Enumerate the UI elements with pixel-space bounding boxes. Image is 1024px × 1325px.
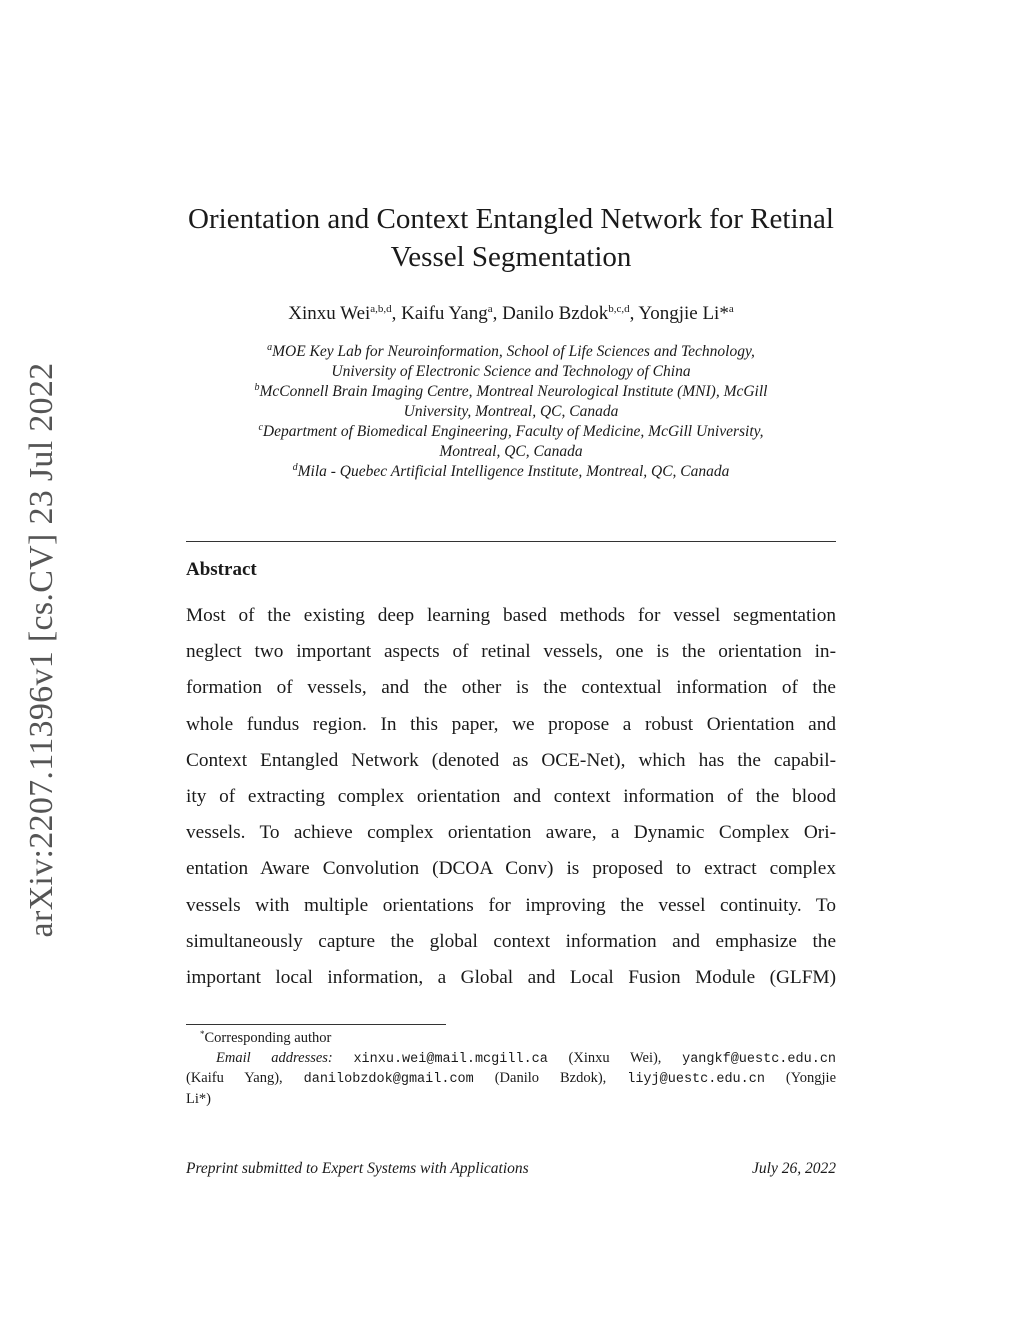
affiliation-b-cont: University, Montreal, QC, Canada (403, 403, 619, 420)
affiliation-b (196, 382, 826, 402)
email-label: Email addresses: (216, 1049, 333, 1066)
footnote-rule (186, 1024, 446, 1025)
affiliation-c-cont: Montreal, QC, Canada (439, 443, 583, 460)
email-address[interactable]: danilobzdok@gmail.com (303, 1072, 474, 1087)
abstract-line: vessels with multiple orientations for improving the vessel continuity. To (186, 894, 836, 916)
corresponding-author-text: Corresponding author (204, 1030, 332, 1046)
affil-sup: b (254, 382, 260, 393)
author-separator: , (492, 303, 503, 324)
affiliation-a-cont: University of Electronic Science and Technology of China (331, 363, 691, 380)
paper-title (186, 200, 836, 276)
abstract-body (186, 598, 836, 996)
author-name: Yongjie Li* (638, 303, 729, 324)
email-owner: (Yongjie (785, 1070, 837, 1086)
email-address[interactable]: liyj@uestc.edu.cn (627, 1072, 765, 1087)
email-address[interactable]: yangkf@uestc.edu.cn (682, 1051, 837, 1067)
affil-text: Department of Biomedical Engineering, Faculty of Medicine, McGill University, (262, 423, 764, 440)
author-separator: , (391, 303, 402, 324)
abstract-line: Context Entangled Network (denoted as OCE-Net), which has the capabil- (186, 749, 836, 771)
affil-sup: a (267, 342, 273, 353)
title-line-1: Orientation and Context Entangled Network for Retinal (188, 203, 834, 235)
author-name: Danilo Bzdok (502, 303, 609, 324)
author-name: Xinxu Wei (288, 303, 371, 324)
author-name: Kaifu Yang (401, 303, 488, 324)
email-owner: (Xinxu Wei), (568, 1049, 662, 1066)
abstract-line: Most of the existing deep learning based methods for vessel segmentation (186, 605, 836, 626)
footnote-star: * (200, 1029, 205, 1039)
abstract-line: important local information, a Global and Local Fusion Module (GLFM) (186, 966, 836, 988)
abstract-line: whole fundus region. In this paper, we propose a robust Orientation and (186, 713, 836, 735)
email-owner: (Kaifu Yang), (186, 1070, 283, 1086)
preprint-note: Preprint submitted to Expert Systems with Applications (186, 1160, 529, 1177)
affiliation-d (196, 462, 826, 482)
affil-sup: c (258, 422, 263, 433)
affiliation-a (196, 342, 826, 362)
abstract-line: formation of vessels, and the other is the contextual information of the (186, 677, 836, 699)
author-affil-sup: a (487, 303, 493, 315)
affiliations (196, 342, 826, 482)
author-separator: , (629, 303, 639, 324)
affil-sup: d (292, 462, 298, 473)
email-address[interactable]: xinxu.wei@mail.mcgill.ca (353, 1051, 548, 1067)
abstract-heading: Abstract (186, 559, 257, 580)
email-line-2 (186, 1069, 836, 1090)
preprint-date: July 26, 2022 (752, 1160, 836, 1177)
affil-text: McConnell Brain Imaging Centre, Montreal Neurological Institute (MNI), McGill (259, 383, 768, 400)
footnote (186, 1029, 836, 1109)
email-owner: (Danilo Bzdok), (494, 1070, 607, 1086)
abstract-line: vessels. To achieve complex orientation aware, a Dynamic Complex Ori- (186, 822, 836, 844)
email-line-1 (186, 1049, 836, 1070)
author-affil-sup: b,c,d (608, 303, 630, 315)
affiliation-c (196, 422, 826, 442)
abstract-line: neglect two important aspects of retinal vessels, one is the orientation in- (186, 641, 836, 663)
abstract-top-rule (186, 541, 836, 542)
corresponding-author-note (186, 1029, 836, 1049)
arxiv-id: arXiv:2207.11396v1 [cs.CV] 23 Jul 2022 (23, 362, 60, 938)
author-list (186, 302, 836, 326)
author-affil-sup: a,b,d (370, 303, 392, 315)
abstract-line: ity of extracting complex orientation and context information of the blood (186, 785, 836, 807)
abstract-line: simultaneously capture the global context information and emphasize the (186, 930, 836, 952)
affil-text: MOE Key Lab for Neuroinformation, School of Life Sciences and Technology, (272, 343, 755, 360)
title-line-2: Vessel Segmentation (390, 241, 632, 273)
abstract-line: entation Aware Convolution (DCOA Conv) is proposed to extract complex (186, 858, 836, 880)
affil-text: Mila - Quebec Artificial Intelligence Institute, Montreal, QC, Canada (297, 463, 730, 480)
email-line-3: Li*) (186, 1090, 211, 1107)
author-affil-sup: a (728, 303, 734, 315)
